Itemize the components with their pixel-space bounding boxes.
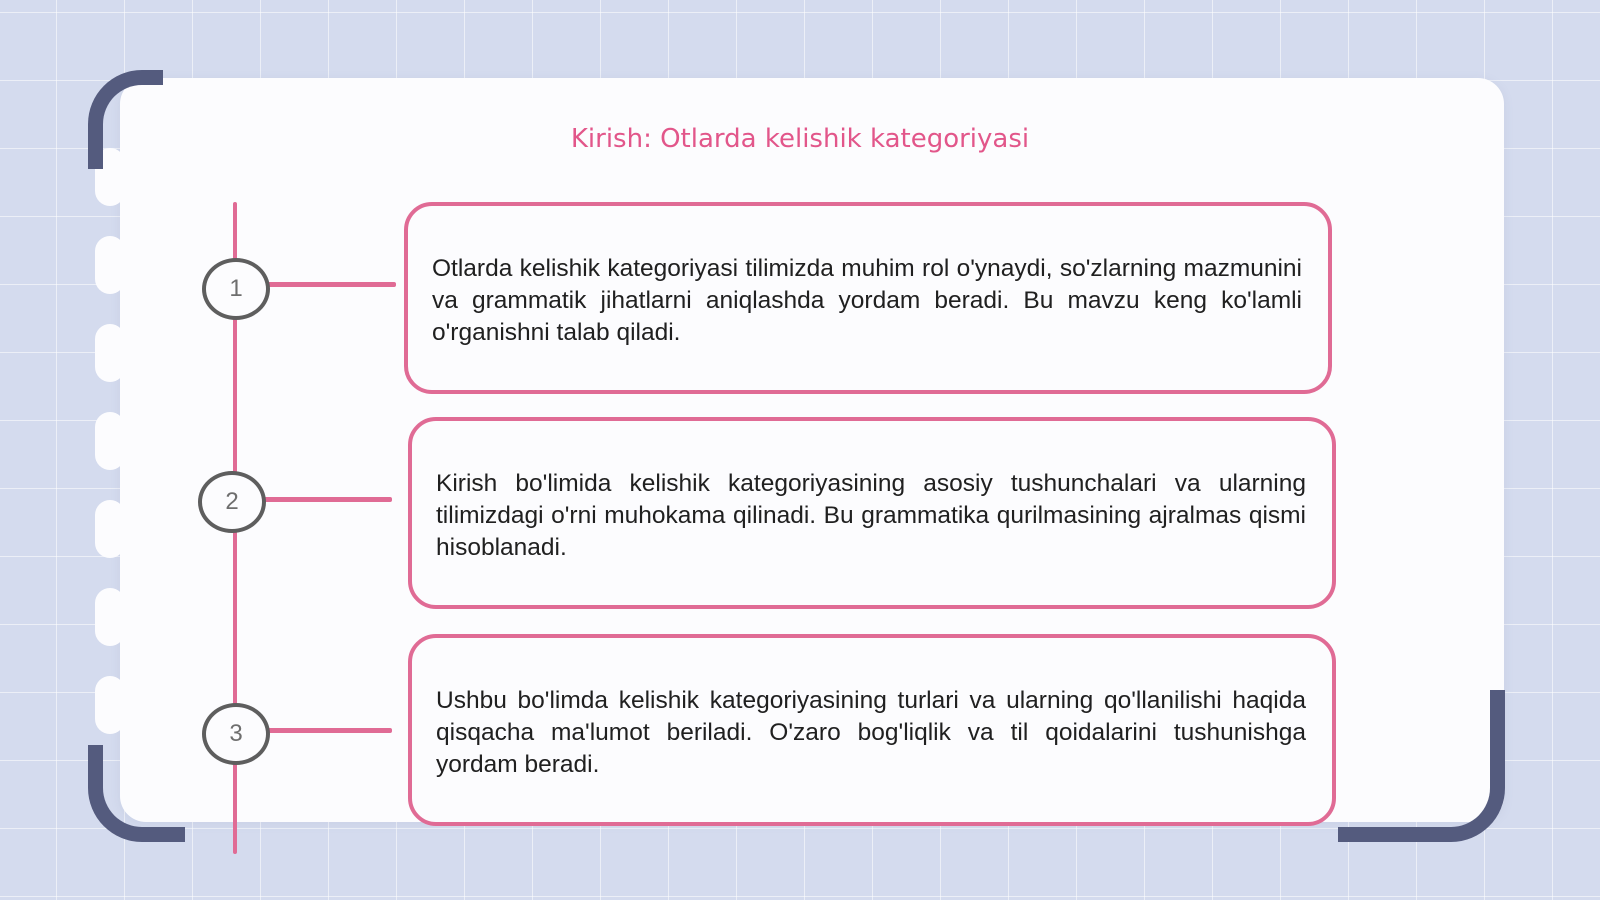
timeline-connector bbox=[266, 728, 392, 733]
paper-scallop bbox=[95, 588, 125, 646]
content-card-1 bbox=[404, 202, 1332, 394]
corner-bracket-bottom-right bbox=[1338, 690, 1505, 842]
step-number-2: 2 bbox=[198, 471, 266, 533]
card-text: Otlarda kelishik kategoriyasi tilimizda muhim rol o'ynaydi, so'zlarning mazmunini va grammatik jihatlarni aniqlashda yordam beradi. Bu mavzu keng ko'lamli o'rganishni talab qiladi. bbox=[432, 255, 1302, 346]
step-number-1: 1 bbox=[202, 258, 270, 320]
timeline-connector bbox=[266, 282, 396, 287]
card-text: Ushbu bo'limda kelishik kategoriyasining turlari va ularning qo'llanilishi haqida qisqacha ma'lumot beriladi. O'zaro bog'liqlik va til qoidalarini tushunishga yordam beradi. bbox=[436, 687, 1306, 778]
content-card-2 bbox=[408, 417, 1336, 609]
paper-scallop bbox=[95, 412, 125, 470]
slide-title: Kirish: Otlarda kelishik kategoriyasi bbox=[570, 124, 1030, 154]
corner-bracket-top-left bbox=[88, 70, 163, 169]
paper-scallop bbox=[95, 324, 125, 382]
paper-scallop bbox=[95, 676, 125, 734]
step-number-3: 3 bbox=[202, 703, 270, 765]
card-text: Kirish bo'limida kelishik kategoriyasining asosiy tushunchalari va ularning tilimizdagi o'rni muhokama qilinadi. Bu grammatika qurilmasining ajralmas qismi hisoblanadi. bbox=[436, 470, 1306, 561]
corner-bracket-bottom-left bbox=[88, 745, 185, 842]
timeline-connector bbox=[262, 497, 392, 502]
paper-scallop bbox=[95, 236, 125, 294]
paper-scallop bbox=[95, 500, 125, 558]
content-card-3 bbox=[408, 634, 1336, 826]
